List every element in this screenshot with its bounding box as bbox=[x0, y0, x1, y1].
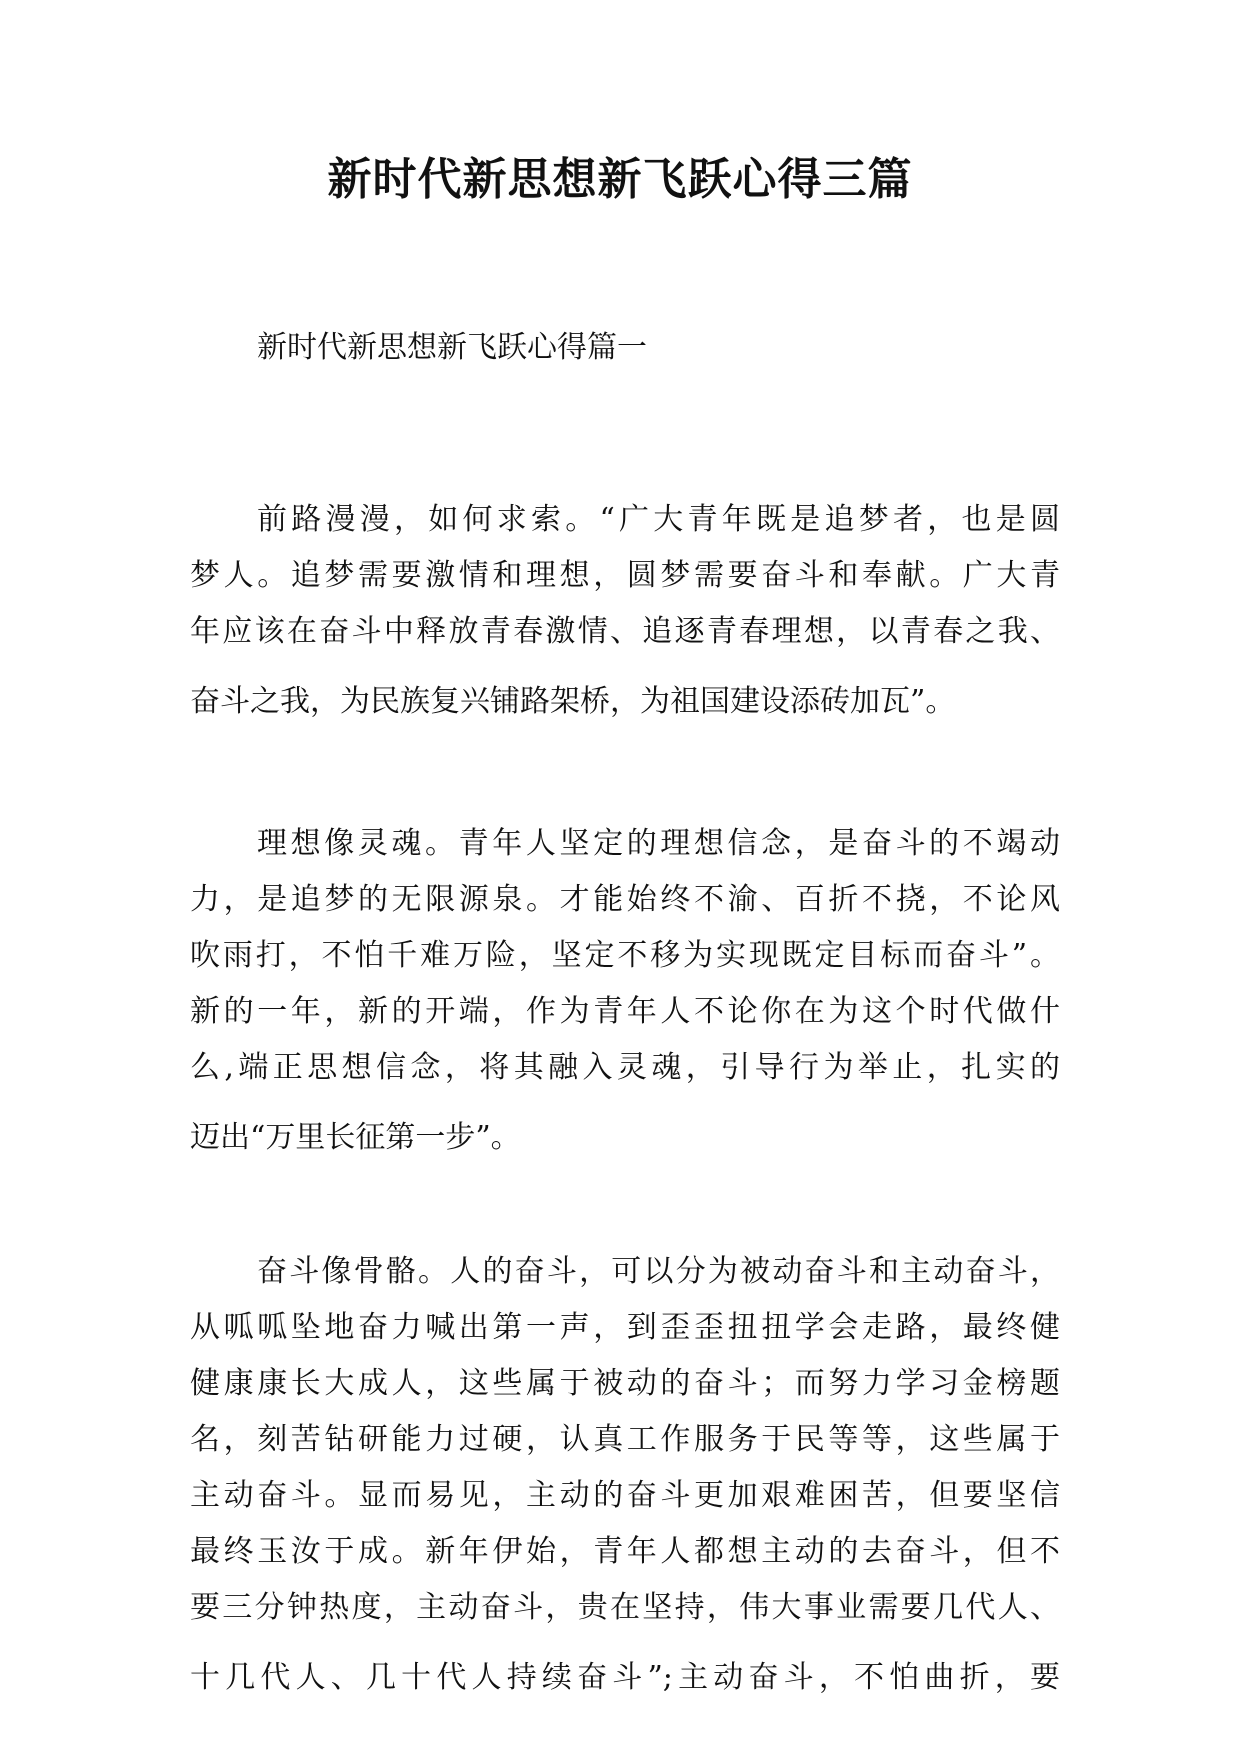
paragraph-line: 迈出“万里长征第一步”。 bbox=[190, 1120, 521, 1155]
paragraph-line: 主动奋斗。显而易见，主动的奋斗更加艰难困苦，但要坚信 bbox=[190, 1478, 1060, 1513]
paragraph-line: 力，是追梦的无限源泉。才能始终不渝、百折不挠，不论风 bbox=[190, 882, 1060, 917]
paragraph-line: 梦人。追梦需要激情和理想，圆梦需要奋斗和奉献。广大青 bbox=[190, 558, 1060, 593]
paragraph-line: 十几代人、几十代人持续奋斗”;主动奋斗，不怕曲折，要 bbox=[190, 1660, 1060, 1695]
paragraph-line: 新的一年，新的开端，作为青年人不论你在为这个时代做什 bbox=[190, 994, 1060, 1029]
paragraph-line: 么,端正思想信念，将其融入灵魂，引导行为举止，扎实的 bbox=[190, 1050, 1060, 1085]
paragraph-line: 名，刻苦钻研能力过硬，认真工作服务于民等等，这些属于 bbox=[190, 1422, 1060, 1457]
paragraph-line: 吹雨打，不怕千难万险，坚定不移为实现既定目标而奋斗”。 bbox=[190, 938, 1060, 973]
paragraph-line: 前路漫漫，如何求索。“广大青年既是追梦者，也是圆 bbox=[257, 502, 1060, 537]
paragraph-line: 从呱呱坠地奋力喊出第一声，到歪歪扭扭学会走路，最终健 bbox=[190, 1310, 1060, 1345]
paragraph-1 bbox=[190, 492, 1060, 730]
section-heading: 新时代新思想新飞跃心得篇一 bbox=[257, 330, 647, 365]
paragraph-line: 理想像灵魂。青年人坚定的理想信念，是奋斗的不竭动 bbox=[257, 826, 1060, 861]
paragraph-line: 奋斗之我，为民族复兴铺路架桥，为祖国建设添砖加瓦”。 bbox=[190, 684, 956, 719]
paragraph-2 bbox=[190, 816, 1060, 1166]
paragraph-line: 最终玉汝于成。新年伊始，青年人都想主动的去奋斗，但不 bbox=[190, 1534, 1060, 1569]
paragraph-line: 奋斗像骨骼。人的奋斗，可以分为被动奋斗和主动奋斗， bbox=[257, 1254, 1060, 1289]
paragraph-line: 要三分钟热度，主动奋斗，贵在坚持，伟大事业需要几代人、 bbox=[190, 1590, 1060, 1625]
paragraph-line: 年应该在奋斗中释放青春激情、追逐青春理想，以青春之我、 bbox=[190, 614, 1060, 649]
paragraph-line: 健康康长大成人，这些属于被动的奋斗；而努力学习金榜题 bbox=[190, 1366, 1060, 1401]
paragraph-3 bbox=[190, 1244, 1060, 1706]
document-title: 新时代新思想新飞跃心得三篇 bbox=[327, 154, 913, 205]
